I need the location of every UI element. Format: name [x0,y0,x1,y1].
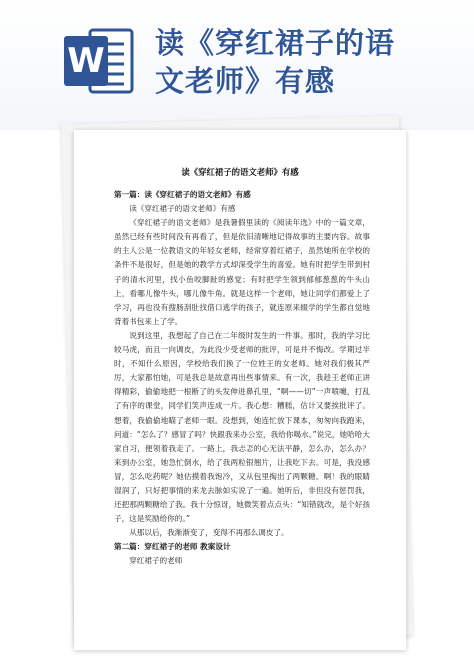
paragraph-2: 说到这里，我想起了自己在二年级时发生的一件事。那时，我的学习比较马虎，而且一向调皮，为此没少受老师的批评，可是并不悔改。学期过半时，不知什么原因，学校给我们换了一位姓王的女老师。她对我们极其严厉，大家都怕她，可是我总是故意再出些事情来。有一次，我趁王老师正讲得精彩，偷偷地把一根断了的头发伸进鼻孔里，“啊——切”一声喷嚏，打乱了有序的课堂，同学们笑声连成一片。我心想：糟糕，估计又要挨批评了。想着，我偷偷地瞄了老师一眼。没想到，她连忙放下课本，匆匆向我跑来，问道：“怎么了？感冒了吗？快跟我来办公室，我给你喝水。”说完，她哈哈大家自习，便领着我走了。一路上，我忐忑的心无法平静，怎么办，怎么办？来到办公室，她急忙倒水，给了我两粒银翘片，让我吃下去。可是，我没感冒，怎么吃药呢？她估摸着我饱冷，又从包里掏出了两颗糖。啊！我的眼睛湿润了，只好把事情的来龙去脉如实说了一遍。她听后，非但没有惩罚我，还把那两颗糖给了我。我十分惊讶，她微笑着点点头：“知错就改，是个好孩子，这是奖励给你的。” [114,330,370,524]
document-body [114,188,370,569]
banner-title-line-1: 读《穿红裙子的语 [155,26,396,60]
paragraph-1: 《穿红裙子的语文老师》是我暑假里读的《阅读年选》中的一篇文章，虽然已经有些时间没有再看了，但是依旧清晰地记得故事的主要内容。故事的主人公是一位教语文的年轻女老师，经常穿着红裙子，虽然她所在学校的条件不是很好，但是她的教学方式却深受学生的喜爱。她有时把学生带到村子的清水河里，找小鱼咬脚趾的感觉；有时把学生领到郁郁葱葱的牛头山上，看哪儿像牛头，哪儿像牛角。就是这样一个老师，她让同学们都爱上了学习，再也没有搜肠刮肚找借口逃学的孩子，就连原来辍学的学生都自觉地背着书包来上了学。 [114,218,370,326]
word-logo-letter: W [67,41,105,81]
banner-title-line-2: 文老师》有感 [155,64,336,98]
section-heading-1: 第一篇：读《穿红裙子的语文老师》有感 [114,190,251,199]
paragraph-3: 从那以后，我渐渐变了，变得不再那么调皮了。 [129,528,289,538]
document-title: 读《穿红裙子的语文老师》有感 [181,167,299,177]
lesson-title: 穿红裙子的老师 [129,556,183,566]
section-heading-2: 第二篇：穿红裙子的老师 教案设计 [114,542,231,552]
document-page [74,130,406,650]
banner-title [155,24,455,100]
article-title: 读《穿红裙子的语文老师》有感 [129,204,236,214]
word-document-icon [60,22,138,100]
